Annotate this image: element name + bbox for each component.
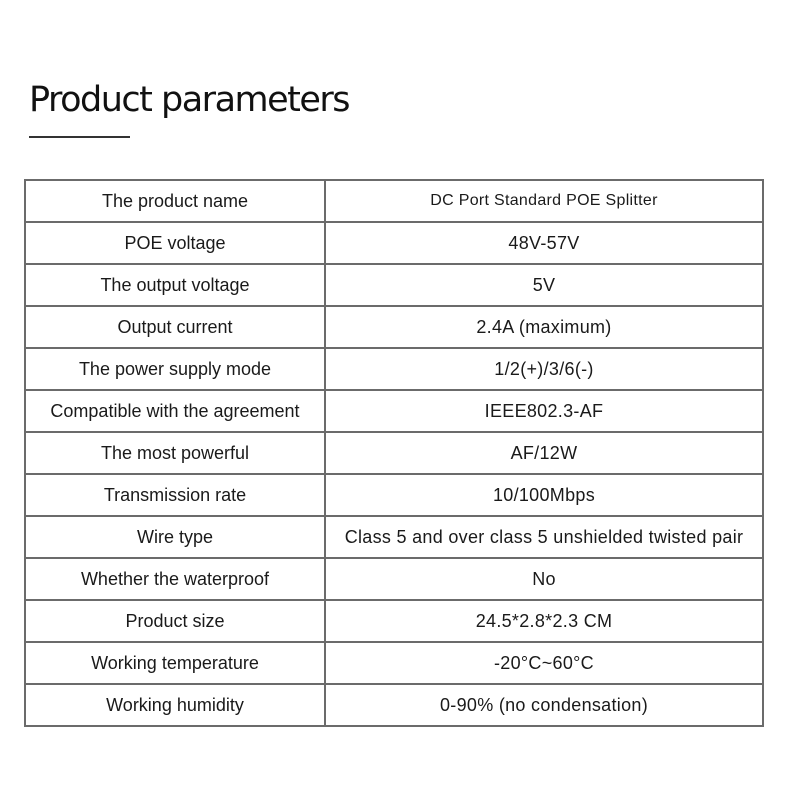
table-row xyxy=(25,180,763,222)
parameter-label: Wire type xyxy=(25,516,325,558)
parameter-value: -20°C~60°C xyxy=(325,642,763,684)
parameter-value: No xyxy=(325,558,763,600)
table-row xyxy=(25,222,763,264)
parameter-value: 10/100Mbps xyxy=(325,474,763,516)
parameters-table xyxy=(24,179,764,727)
parameter-label: Product size xyxy=(25,600,325,642)
parameter-value: 2.4A (maximum) xyxy=(325,306,763,348)
table-row xyxy=(25,684,763,726)
table-row xyxy=(25,432,763,474)
parameter-label: The product name xyxy=(25,180,325,222)
parameter-value: 24.5*2.8*2.3 CM xyxy=(325,600,763,642)
parameter-label: The output voltage xyxy=(25,264,325,306)
parameter-label: Working temperature xyxy=(25,642,325,684)
parameter-value: 48V-57V xyxy=(325,222,763,264)
parameter-value: IEEE802.3-AF xyxy=(325,390,763,432)
parameter-value: 0-90% (no condensation) xyxy=(325,684,763,726)
parameter-label: Transmission rate xyxy=(25,474,325,516)
parameter-label: Compatible with the agreement xyxy=(25,390,325,432)
parameter-value: DC Port Standard POE Splitter xyxy=(325,180,763,222)
title-underline xyxy=(29,136,130,138)
table-row xyxy=(25,390,763,432)
table-row xyxy=(25,474,763,516)
parameter-label: The power supply mode xyxy=(25,348,325,390)
table-row xyxy=(25,264,763,306)
table-row xyxy=(25,600,763,642)
table-row xyxy=(25,642,763,684)
parameter-label: POE voltage xyxy=(25,222,325,264)
table-row xyxy=(25,558,763,600)
parameter-value: 5V xyxy=(325,264,763,306)
page-title: Product parameters xyxy=(29,80,350,120)
table-row xyxy=(25,306,763,348)
parameter-label: Whether the waterproof xyxy=(25,558,325,600)
table-row xyxy=(25,516,763,558)
parameter-value: Class 5 and over class 5 unshielded twisted pair xyxy=(325,516,763,558)
parameter-label: The most powerful xyxy=(25,432,325,474)
parameter-label: Output current xyxy=(25,306,325,348)
parameter-value: AF/12W xyxy=(325,432,763,474)
table-row xyxy=(25,348,763,390)
parameter-value: 1/2(+)/3/6(-) xyxy=(325,348,763,390)
parameters-table-body xyxy=(25,180,763,726)
parameter-label: Working humidity xyxy=(25,684,325,726)
